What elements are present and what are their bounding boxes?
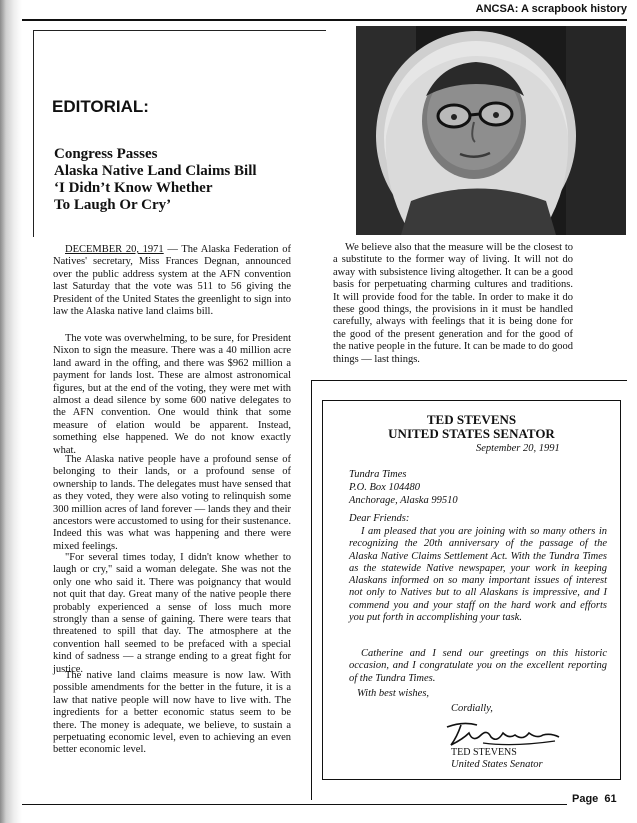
elder-portrait-image bbox=[356, 26, 626, 235]
address-line-2: P.O. Box 104480 bbox=[349, 482, 420, 493]
bottom-rule bbox=[22, 804, 567, 805]
letter-body-2: Catherine and I send our greetings on this historic occasion, and I congratulate you on the excellent reporting of the Tundra Times. bbox=[349, 648, 607, 684]
headline-line-3: ‘I Didn’t Know Whether bbox=[54, 180, 213, 196]
headline-line-4: To Laugh Or Cry’ bbox=[54, 197, 172, 213]
dateline: DECEMBER 20, 1971 bbox=[65, 244, 164, 255]
signer-name: TED STEVENS bbox=[451, 747, 517, 758]
left-paragraph-5: The native land claims measure is now law. With possible amendments for the better in the future, it is a law that native people will now have to live with. The ingredients for a better economic status seem to be there. The money is adequate, we believe, to sustain a perpetuating economic level, even to achieving an even better economic level. bbox=[53, 670, 291, 756]
top-rule bbox=[22, 19, 627, 21]
address-line-1: Tundra Times bbox=[349, 469, 407, 480]
headline-line-1: Congress Passes bbox=[54, 146, 158, 162]
best-wishes: With best wishes, bbox=[357, 688, 430, 699]
scan-edge-shadow bbox=[0, 0, 22, 823]
editorial-title-box bbox=[33, 30, 326, 237]
running-head: ANCSA: A scrapbook history bbox=[475, 3, 627, 15]
page-number-value: 61 bbox=[604, 793, 617, 805]
headline-line-2: Alaska Native Land Claims Bill bbox=[54, 163, 257, 179]
right-paragraph-1: We believe also that the measure will be the closest to a substitute to the former way of living. It will not do away with subsistence living altogether. It can be a good basis for perpetuating charming cultures and traditions. It will provide food for the table. In order to make it do these good things, the provisions in it must be handled carefully, always with feelings that it is being done for the good of the present generation and for the good of the native people in the future. It can be made to do good things — last things. bbox=[333, 242, 573, 365]
letterhead-name: TED STEVENS bbox=[426, 412, 517, 427]
signature-icon bbox=[443, 719, 563, 749]
address-line-3: Anchorage, Alaska 99510 bbox=[349, 495, 458, 506]
letter-outer-rule-left bbox=[311, 380, 312, 800]
left-paragraph-1 bbox=[53, 244, 291, 318]
page-number bbox=[572, 793, 617, 805]
letter-body-1: I am pleased that you are joining with so many others in recognizing the 20th anniversary of the passage of the Alaska Native Claims Settlement Act. With the Tundra Times as the statewide Native newspaper, your work in keeping Alaskans informed on so many important issues of interest not only to Natives but to all Alaskans is impressive, and I commend you and your staff on the hard work and efforts you put forth in accomplishing your task. bbox=[349, 526, 607, 624]
left-paragraph-3: The Alaska native people have a profound sense of belonging to their lands, or a profound sense of ownership to lands. The delegates must have sensed that as they voted, they were also voting to relinquish some 300 million acres of land forever — lands they and their ancestors were accustomed to using for their sustenance. Indeed this was what was happening and there were mixed feelings. bbox=[53, 454, 291, 552]
letter-date: September 20, 1991 bbox=[476, 443, 560, 454]
page-label: Page bbox=[572, 793, 599, 805]
letter-outer-rule-top bbox=[311, 380, 627, 381]
senator-letter bbox=[322, 400, 621, 780]
signer-title: United States Senator bbox=[451, 759, 543, 770]
salutation: Dear Friends: bbox=[349, 513, 410, 524]
editorial-label: EDITORIAL: bbox=[52, 97, 149, 116]
left-paragraph-2: The vote was overwhelming, to be sure, for President Nixon to sign the measure. There was a 40 million acre land award in the offing, and there was $962 million a payment for lands lost. These are almost astronomical figures, but at the end of the voting, they were met with almost a dead silence by some 600 native delegates to the AFN convention. One would think that some measure of elation would be apparent. Instead, something else happened. We do not know exactly what. bbox=[53, 333, 291, 456]
closing: Cordially, bbox=[451, 703, 493, 714]
elder-photo bbox=[356, 26, 626, 235]
letterhead-title: UNITED STATES SENATOR bbox=[388, 426, 555, 441]
left-paragraph-4: "For several times today, I didn't know whether to laugh or cry," said a woman delegate. She was not the only one who said it. There was poignancy that would not quit that day. Great many of the native people there probably experienced a sense of loss much more strongly than a sense of gaining. There were tears that threatened to spill that day. The atmosphere at the convention hall seemed to be prefaced with a special kind of sadness — a strange ending to a great fight for justice. bbox=[53, 552, 291, 675]
left-paragraph-1-text: — The Alaska Federation of Natives' secretary, Miss Frances Degnan, announced over the public address system at the AFN convention last Saturday that the vote was 511 to 56 giving the President of the United States the greenlight to sign into law the Alaska native land claims bill. bbox=[53, 244, 291, 318]
